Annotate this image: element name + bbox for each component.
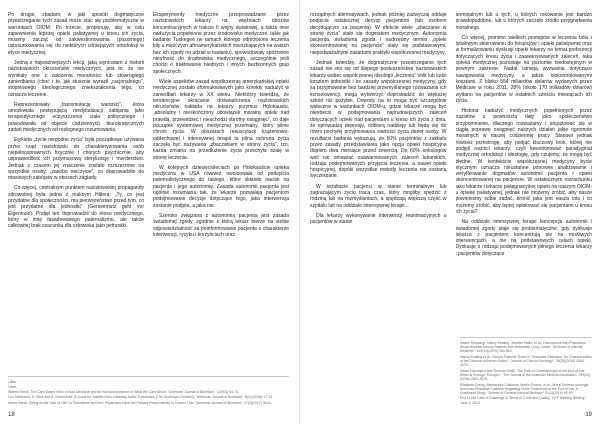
footnote: Haden Huskamp, Nancy Keating, Jennifer Malin, et al., Discussions with Physicians About Hospice Among Patients with Metastatic Lung Cancer, “Archives of Internal Medicine”, 169(10)(2009) 954-962.	[460, 340, 586, 354]
footnote: Warren Reich, The Care-Based Ethic of Nazi Medicine and the Moral Importance of What We Care About, “American Journal of Bioethics”, 1(2001) 64-74.	[8, 390, 239, 395]
right-column-2	[456, 12, 593, 261]
paragraph: Co więcej, pomimo wielkich postępów w leczeniu bólu i tytułowym skierowaniu do hospicjów i opieki paliatywnej oraz w formalizowaniu dyskusji opieki lekarzy na temat preferencji dotyczących kresu życia i zaawansowanych zaleceń, taka opieka medycznej pozostaje na poziomie niedostępnym w pewnym zakresie. Nadal istnieją wyzwania dotyczące nawigowania medycyny, a także niekontrolowanymi kosztami. Z blisko 554 miliardów dolarów wydanych przez Medicare w roku 2011, 28% (około 170 miliardów dolarów) wydano na pacjentów w ostatnich sześciu miesiącach ich życia.	[455, 34, 592, 104]
right-column-1	[310, 12, 447, 261]
footnote: Nancy Keating et al., Cancer Patients’ Roles in Treatment Decisions: Do Characteristics of the Decision Influence Roles? “Journal of Clinical Oncology”, 28(28)(2010) 4364-4370.	[460, 354, 592, 368]
right-footnotes	[460, 337, 592, 406]
footnote: Leo Schinneru, S. Glick and B. Gesundheit, A Quest for Justified Non-Voluntary Active Euthanasia (The Groningen Protocol), “American Journal of Bioethics”, 8(11)(2008) 17-19.	[8, 395, 273, 400]
footnote: Lifton.	[8, 384, 18, 389]
paragraph: Jednak twierdzę, że dogmatyczne przestrzeganie tych zasad nie stoi się od ślepego posłuszeństwa nazistowskich lekarzy wobec współczesnej ideologii „leczenia” Volk lub ludzi kosztem jednostki i że zasady współczesnej medycyny, gdy są przyjmowane bez bardziej przemyślanego rozważania ich konsekwencji, mogą wytworzyć doprowadzić do większej szkód niż pożytek. Dowody na to mogą być szczególnie widoczne w warunkach OIOM-u, gdzie lekarze mogą być nieobecni w podejmowaniu najtrudniejszych zaleceń dotyczących opieki nad pacjentami u kresu ich życia z dnia, że sprowadzą depresję, odbiorą nadzieję lub będą się do równi pochylej przyjmowania wartości życia danej osoby. W rezultacie badania wykazują, że 50% pacjentów z zakładu przez zasady przedstawiania jako opcja opieki hospicyjna doplero dwa miesiące przed śmiercią. Do 60% onkologów woli nie omawiać zaawansowanych zaleceń lekarskich, rodzaju podejmowanych przyjęcia leczenia, a nawet opieki hospicyjnej, dopóki wszystkie metody leczenia nie zostaną wyczerpane.	[310, 60, 447, 180]
paragraph: W kolejnych dziesięcioleciach po Holokauście opieka medyczna w USA również ewoluowała od podejścia paternalistycznego do takiego, które skłaniło nacisk na pacjenta i jego autonomię. Zasada autonomii pacjenta jest ogólnie rozumiana tak, że lekarze pozwalają pacjentom podejmowanie decyzje dotyczące tego, jaka interwencja zostanie podjęta, a jaka nie.	[153, 164, 289, 209]
right-page-columns	[310, 12, 592, 261]
page-number: 19	[585, 412, 592, 418]
footnote: Arthur Derse, Erring on the Side of Life? Is Sometimes an Error: Physicians Have the Primary Responsibility to Correct This, “American Journal of Bioethics”, 17(2)(2017) 39-41.	[8, 400, 273, 405]
paragraph: Etykieta „życie niegodne życia” była początkowo używana przez rząd nazistowski do charakteryzowania osób niepełnosprawnych fizycznie i chorych psychicznie, aby usprawiedliwić ich przymusową sterylizację i morderstwo. Jednak z czasem jej znaczenie zostało rozszerzone na wszystkie osoby, „zasobo nieczyste”, co doprowadziło do masowych zabójstw w obozach zagłady.	[8, 137, 144, 182]
paragraph: terminalnym lub u tych, u których rokowanie jest bardzo prawdopodobne, lub u których zaczęło źródło przygnębienia moralnego.	[455, 12, 592, 31]
footnote: Lifton.	[8, 379, 18, 384]
footnote: Elizabeth Dzeng, Alessandra Colaianni, Martin Roland, et al., Moral Distress Amongst American Physician Trainees Regarding Futile Treatments at the End of Life: A Qualitative Study, “Journal of General Internal Medicine” 31(1)(2016) 93-99.	[460, 382, 589, 396]
left-footnotes	[8, 376, 289, 406]
paragraph: Jedną z najważniejszych lekcji, jaką wyniosłam z historii nazistowskich okrucieństw medycznych, jest to, że nie wynikały one z założenia moralności lub złowrogiego zaniedbania (choć i te, jak słusznie wyraził „racjonalnego”, stopniowego ideologicznego zniekształcenia tego, co oznacza leczenie.	[8, 60, 144, 98]
footnote: End of Life Care: A Challenge in Terms of Costs and Quality, “KFF Meeting Briefing”, June 4, 2013.	[460, 396, 587, 405]
paragraph: Na oddziale intensywnej terapii koncepcja autonomii i świadomej zgody staje się problematyczne, gdy dyskusje lekarza z pacjentem koncentrują się na możliwych interwencjach, a nie na podstawowych celach opieki. Dyskusje o rodzaju podejmowanych pilnego leczenia lekarzy i pacjentów dotyczące	[455, 219, 592, 257]
left-column-1	[8, 12, 144, 242]
left-column-2	[153, 12, 289, 242]
paragraph: Eksperymenty medyczne przeprowadzane przez nazistowskich lekarzy na więźniach obozów koncentracyjnych w trakcie II wojny światowej, a także inne nadużycia popełnione przez środowisko medyczne, takie jak badanie Tuskegee (w ramach którego odmówiono leczenia kiły u mężczyzn afroamerykańskich mieszkających na wsiach bez ich zgody na udział w badaniu), spowodowały spóźnione nieufność do środowiska medycznego, szczególnie jeśli chodzi o traktowanie biednych i innych bezbronnych grup społecznych.	[153, 12, 289, 75]
paragraph: Szeroko związana z autonomią pacjenta jest zasada świadomej zgody, zgodnie z którą lekarz bierze na siebie odpowiedzialność za poinformowanie pacjenta o charakterze interwencji, ryzyku i korzyściach oraz	[153, 212, 289, 238]
paragraph: Co więcej, centralnym punktem nazistowskiej propagandy zdrowotnej była jedna z maksym Hitlera: „Ty, co jest przydatne dla społeczności, ma pierwszeństwo przed tym, co jest przydatne dla jednostki” (Gemeinnutz geht vor Eigennutz). Podjęł ten doprowadził do etosu medycznego, który w imię fasadowanego paternalizmu, ale także całkowitej brak szacunku dla człowieka jako jednostki.	[8, 185, 144, 230]
paragraph: Po drugie, zbadam, w jaki sposób dogmatyczne przestrzeganie tych zasad może stać się problematyczne w warunkach OIOM. Po trzecie, proponuję, aby w celu zapewnienia lepszej opieki paliatywnej u kresu ich życia, musimy zacząć od zakwestionowania (pozornego) ustosunkowania się do niektórych istniejących ortodoksji w etyce medycznej.	[8, 12, 144, 56]
footnote: Sarah Harrington and Thomas Smith, The Role of Chemotherapy at the End of Life: When is Enough, Enough?, “The Journal of the American Medical Association” 299(22)(2008) 2667-2678.	[460, 368, 591, 382]
paragraph: Historia nadużyć medycznych popełnionych przez nazistów z pewnością dały jako społeczeństwo przypomnienie, dlaczego rozważamy i angażować się w ciągłą poprawę osiągnięć naszych działań jakie ogromnie moralnych w naszej codziennej pracy. Stanowi jednak również przestrogę, aby podjąć kluczowy krok, której nie podjęli naziści lekarzy: czyli kwestionować paradygmat medycznej ortodoksji i ideologię, gdy czujemy, że mogą być błędne. W kontekście współczesnej medycyny bycie etycznym oznacza nieustanne ponowne analizowanie i weryfikowanie dogmatów autonomii pacjenta i opieki skoncentrowanej na pacjencie. W ostatecznym rozrachunku jako lekarze i lekarze pielęgnacyjnej opieki na naszym OIOM-u opiekę paliatywnej, jednak nie możemy zrobić, aby nasze powinniśmy sobie zadać, bronić jaka jest nasza rola i co możemy zrobić, aby lepiej opiekować się pacjentami u kresu ich życia?	[455, 108, 592, 215]
paragraph: W rezultacie pacjenci w stanie terminalnym lub zagrażającym życiu tracą czas, który mogliby spędzić z rodziną lub na rozmyślaniach, a spędzają większą część w szpitalu lub na oddziale intensywnej terapii...	[310, 183, 447, 209]
left-page-columns	[8, 12, 289, 242]
paragraph: Reprezentowały „transmutację wartości”, która umożliwiała postępującą medykalizacji zabijania jako terapeutycznego oczyszczenia ciała politycznego i powodowała od objęcie codziennych, biurokratycznych zadań medycznych od rozlegnego rozumowania.	[8, 101, 144, 134]
paragraph: rozsądnych alternatywach, jednak później zazwyczaj oddaje podjęcia ostatecznej decyzji pacjentom (lub osobom decydującym za pacjenta). W efekcie wiele „zbaczanie w stronę życia” stało się dogmatem medycznym. Autonomia pacjenta, świadoma zgoda i nadrzędny termin „opieki skoncentrowanej na pacjencie” stały się podstawowymi, niepodważalnymi zasadami praktyki współczesnej medycyny.	[310, 12, 447, 56]
paragraph: Wiele aspektów zasad współczesnej amerykańskiej opieki medycznej zostało sformułowanych jako korekty nadużyć w zaniedbań lekarzy w XX wieku. Niektórzy twierdzą, że tendencyjne skracanie doświadczenia nazistowskich okrucieństw nakłada na lekarzy przymus Holokaustu, „absolutny i nieskończony obowiązek moralny opieki nad prawdą, przewidzieć i nieuchodzi obrotny osiągnięć”, co daje początek systemowej medycznej przemiany, który pilnie chroni życia. W obszarach resuscytacji krążeniowo-oddechowej i intensywnej terapii ta pilna ochrona życia zaczęła być nazywana „zbaczaniem w strony życia”, tzn. każda zmiana na przedłużenie życia przechyla szalę w stronę leczenia.	[153, 78, 289, 161]
paragraph: Dla lekarzy wykonywanie interwencji reanimacyjnych u pacjentów w stanie	[310, 212, 447, 226]
page-number: 18	[8, 412, 15, 418]
right-page	[300, 0, 600, 424]
